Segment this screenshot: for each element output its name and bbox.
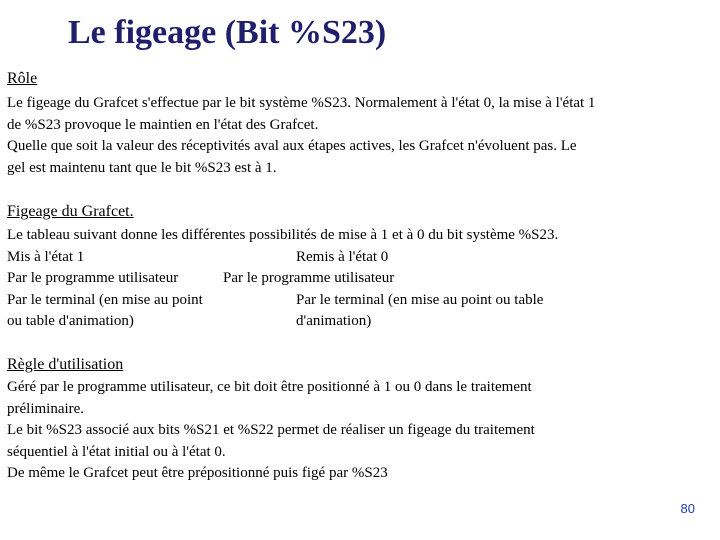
table-cell-reset: Remis à l'état 0: [296, 248, 389, 265]
figeage-section: [7, 201, 713, 333]
table-cell-set: ou table d'animation): [7, 313, 134, 329]
usage-line: De même le Grafcet peut être prépositionné puis figé par %S23: [7, 465, 388, 481]
table-cell-reset: Par le programme utilisateur: [223, 270, 395, 286]
usage-section: [7, 354, 713, 485]
role-heading: Rôle: [7, 70, 38, 87]
table-row: [7, 311, 713, 333]
table-cell-reset: Par le terminal (en mise au point ou table: [296, 291, 544, 308]
state-table: [7, 247, 713, 333]
figeage-intro: Le tableau suivant donne les différentes possibilités de mise à 1 et à 0 du bit système %S23.: [7, 227, 559, 243]
role-line: Quelle que soit la valeur des réceptivités aval aux étapes actives, les Grafcet n'évoluent pas. Le: [7, 138, 577, 154]
table-cell-set: Mis à l'état 1: [7, 248, 85, 265]
slide-title: Le figeage (Bit %S23): [68, 14, 387, 51]
role-section: [7, 68, 713, 179]
usage-line: préliminaire.: [7, 400, 85, 417]
usage-line: Le bit %S23 associé aux bits %S21 et %S22 permet de réaliser un figeage du traitement: [7, 422, 535, 438]
usage-line: séquentiel à l'état initial ou à l'état 0.: [7, 443, 226, 460]
table-cell-reset: d'animation): [296, 313, 372, 329]
usage-heading: Règle d'utilisation: [7, 356, 124, 373]
table-row: [7, 247, 713, 269]
page-number: 80: [680, 501, 695, 516]
role-line: Le figeage du Grafcet s'effectue par le bit système %S23. Normalement à l'état 0, la mise à l'état 1: [7, 95, 596, 111]
table-row: [7, 268, 713, 290]
figeage-heading: Figeage du Grafcet.: [7, 203, 134, 220]
table-cell-set: Par le terminal (en mise au point: [7, 291, 203, 308]
role-line: de %S23 provoque le maintien en l'état des Grafcet.: [7, 116, 319, 133]
table-row: [7, 290, 713, 312]
table-cell-set: Par le programme utilisateur: [7, 270, 179, 286]
usage-line: Géré par le programme utilisateur, ce bit doit être positionné à 1 ou 0 dans le traitement: [7, 379, 532, 395]
role-line: gel est maintenu tant que le bit %S23 est à 1.: [7, 159, 277, 176]
